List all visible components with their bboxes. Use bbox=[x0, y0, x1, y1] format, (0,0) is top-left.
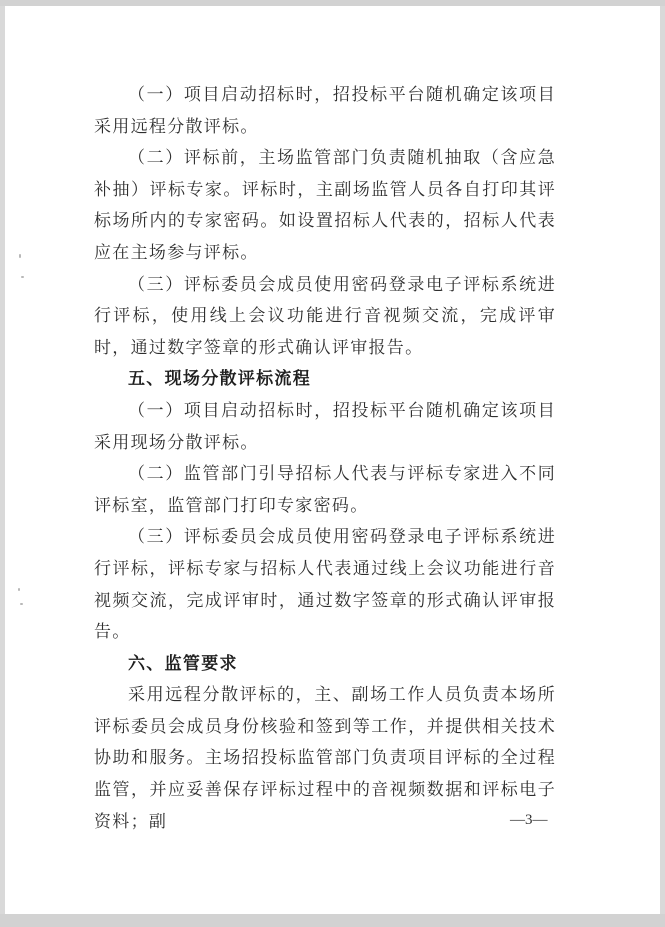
paragraph-5: （二）监管部门引导招标人代表与评标专家进入不同评标室，监管部门打印专家密码。 bbox=[94, 464, 556, 516]
document-body bbox=[94, 80, 556, 838]
paragraph-7: 采用远程分散评标的，主、副场工作人员负责本场所评标委员会成员身份核验和签到等工作，并提供相关技术协助和服务。主场招投标监管部门负责项目评标的全过程监管，并应妥善保存评标过程中的音视频数据和评标电子资料；副 bbox=[94, 685, 556, 832]
paragraph-4: （一）项目启动招标时，招投标平台随机确定该项目采用现场分散评标。 bbox=[94, 400, 556, 453]
scan-speck bbox=[21, 276, 24, 278]
section-heading-5: 五、现场分散评标流程 bbox=[128, 369, 311, 390]
scan-speck bbox=[19, 254, 21, 258]
section-heading-6: 六、监管要求 bbox=[128, 653, 238, 674]
paragraph-1: （一）项目启动招标时，招投标平台随机确定该项目采用远程分散评标。 bbox=[94, 85, 556, 137]
paragraph-6: （三）评标委员会成员使用密码登录电子评标系统进行评标，评标专家与招标人代表通过线上会议功能进行音视频交流，完成评审时，通过数字签章的形式确认评审报告。 bbox=[94, 527, 556, 643]
paragraph-3: （三）评标委员会成员使用密码登录电子评标系统进行评标，使用线上会议功能进行音视频交流，完成评审时，通过数字签章的形式确认评审报告。 bbox=[94, 274, 556, 358]
scan-speck bbox=[18, 588, 20, 591]
page-number: —3— bbox=[510, 812, 548, 828]
viewer-bottom-edge bbox=[0, 914, 665, 927]
paragraph-2: （二）评标前，主场监管部门负责随机抽取（含应急补抽）评标专家。评标时，主副场监管人员各自打印其评标场所内的专家密码。如设置招标人代表的，招标人代表应在主场参与评标。 bbox=[94, 148, 556, 263]
scan-speck bbox=[20, 603, 23, 605]
